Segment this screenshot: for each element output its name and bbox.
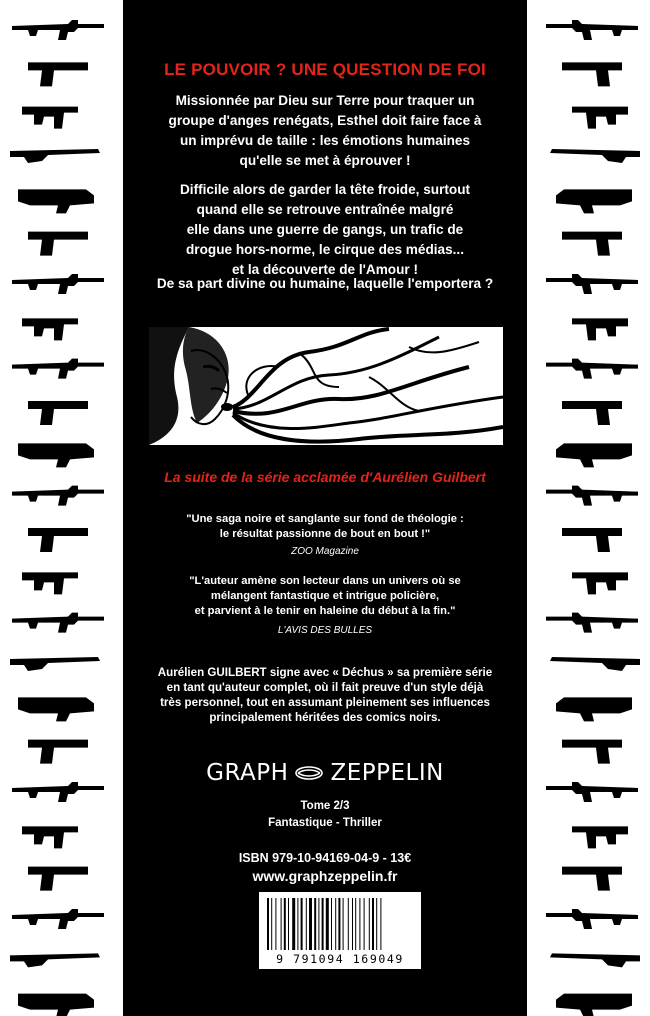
barcode <box>259 892 421 969</box>
shotgun-icon <box>10 657 100 671</box>
bullpup-icon <box>556 697 632 721</box>
smg-icon <box>22 107 78 129</box>
barcode-number: 9 791094 169049 <box>276 952 404 966</box>
smg-icon <box>572 826 628 848</box>
review-source-2: L'AVIS DES BULLES <box>277 625 373 636</box>
series-tagline: La suite de la série acclamée d'Aurélien Guilbert <box>164 469 486 485</box>
author-blurb: Aurélien GUILBERT signe avec « Déchus » sa première série en tant qu'auteur complet, où il fait preuve d'un style déjà très personnel, tout en assumant pleinement ses influences principalement héritées des comics noirs. <box>157 666 493 724</box>
shotgun-icon <box>550 953 640 967</box>
pistol-icon <box>562 528 622 552</box>
rifle-icon <box>12 486 104 506</box>
synopsis-paragraph-3: De sa part divine ou humaine, laquelle l'emportera ? <box>156 276 494 291</box>
pistol-icon <box>28 867 88 891</box>
genre-line: Fantastique - Thriller <box>268 817 382 829</box>
rifle-icon <box>12 613 104 633</box>
pistol-icon <box>562 740 622 764</box>
pistol-icon <box>28 62 88 86</box>
pistol-icon <box>28 528 88 552</box>
smg-icon <box>572 318 628 340</box>
review-quote-1: "Une saga noire et sanglante sur fond de théologie : le résultat passionne de bout en bout !" <box>186 513 464 540</box>
rifle-icon <box>546 359 638 379</box>
smg-icon <box>22 572 78 594</box>
smg-icon <box>22 318 78 340</box>
synopsis-paragraph-2: Difficile alors de garder la tête froide, surtout quand elle se retrouve entraînée malgré elle dans une guerre de gangs, un trafic de drogue hors-norme, le cirque des médias... et la découverte de l'Amour ! <box>179 182 471 277</box>
smg-icon <box>572 107 628 129</box>
headline: LE POUVOIR ? UNE QUESTION DE FOI <box>164 60 486 79</box>
weapon-silhouettes-left <box>0 0 110 1016</box>
publisher-website: www.graphzeppelin.fr <box>252 868 398 884</box>
pistol-icon <box>562 232 622 256</box>
bullpup-icon <box>556 994 632 1016</box>
rifle-icon <box>12 20 104 40</box>
bullpup-icon <box>18 697 94 721</box>
bullpup-icon <box>556 443 632 467</box>
publisher-name-right: ZEPPELIN <box>330 760 444 786</box>
rifle-icon <box>546 274 638 294</box>
smg-icon <box>572 572 628 594</box>
comic-illustration <box>149 327 503 445</box>
pistol-icon <box>28 232 88 256</box>
rifle-icon <box>12 782 104 802</box>
shotgun-icon <box>10 149 100 163</box>
synopsis-paragraph-1: Missionnée par Dieu sur Terre pour traquer un groupe d'anges renégats, Esthel doit faire face à un imprévu de taille : les émotions humaines qu'elle se met à éprouver ! <box>168 93 482 168</box>
pistol-icon <box>28 740 88 764</box>
woman-breathing-smoke-illustration <box>149 327 503 445</box>
left-weapon-strip <box>0 0 110 1016</box>
rifle-icon <box>546 613 638 633</box>
rifle-icon <box>546 909 638 929</box>
rifle-icon <box>546 20 638 40</box>
weapon-silhouettes-right <box>540 0 650 1016</box>
volume-number: Tome 2/3 <box>300 800 350 812</box>
pistol-icon <box>562 401 622 425</box>
rifle-icon <box>12 359 104 379</box>
review-quote-2: "L'auteur amène son lecteur dans un univers où se mélangent fantastique et intrigue policière, et parvient à le tenir en haleine du début à la fin." <box>189 575 461 617</box>
bullpup-icon <box>18 994 94 1016</box>
rifle-icon <box>546 486 638 506</box>
right-weapon-strip <box>540 0 650 1016</box>
isbn-price: ISBN 979-10-94169-04-9 - 13€ <box>238 851 412 865</box>
publisher-name-left: GRAPH <box>206 760 289 786</box>
pistol-icon <box>562 62 622 86</box>
shotgun-icon <box>550 149 640 163</box>
smg-icon <box>22 826 78 848</box>
shotgun-icon <box>10 953 100 967</box>
zeppelin-icon <box>294 764 324 782</box>
review-source-1: ZOO Magazine <box>291 546 359 557</box>
rifle-icon <box>546 782 638 802</box>
rifle-icon <box>12 909 104 929</box>
rifle-icon <box>12 274 104 294</box>
publisher-logo <box>123 758 527 788</box>
back-cover-panel <box>123 0 527 1016</box>
pistol-icon <box>562 867 622 891</box>
shotgun-icon <box>550 657 640 671</box>
bullpup-icon <box>18 443 94 467</box>
bullpup-icon <box>18 189 94 213</box>
bullpup-icon <box>556 189 632 213</box>
pistol-icon <box>28 401 88 425</box>
